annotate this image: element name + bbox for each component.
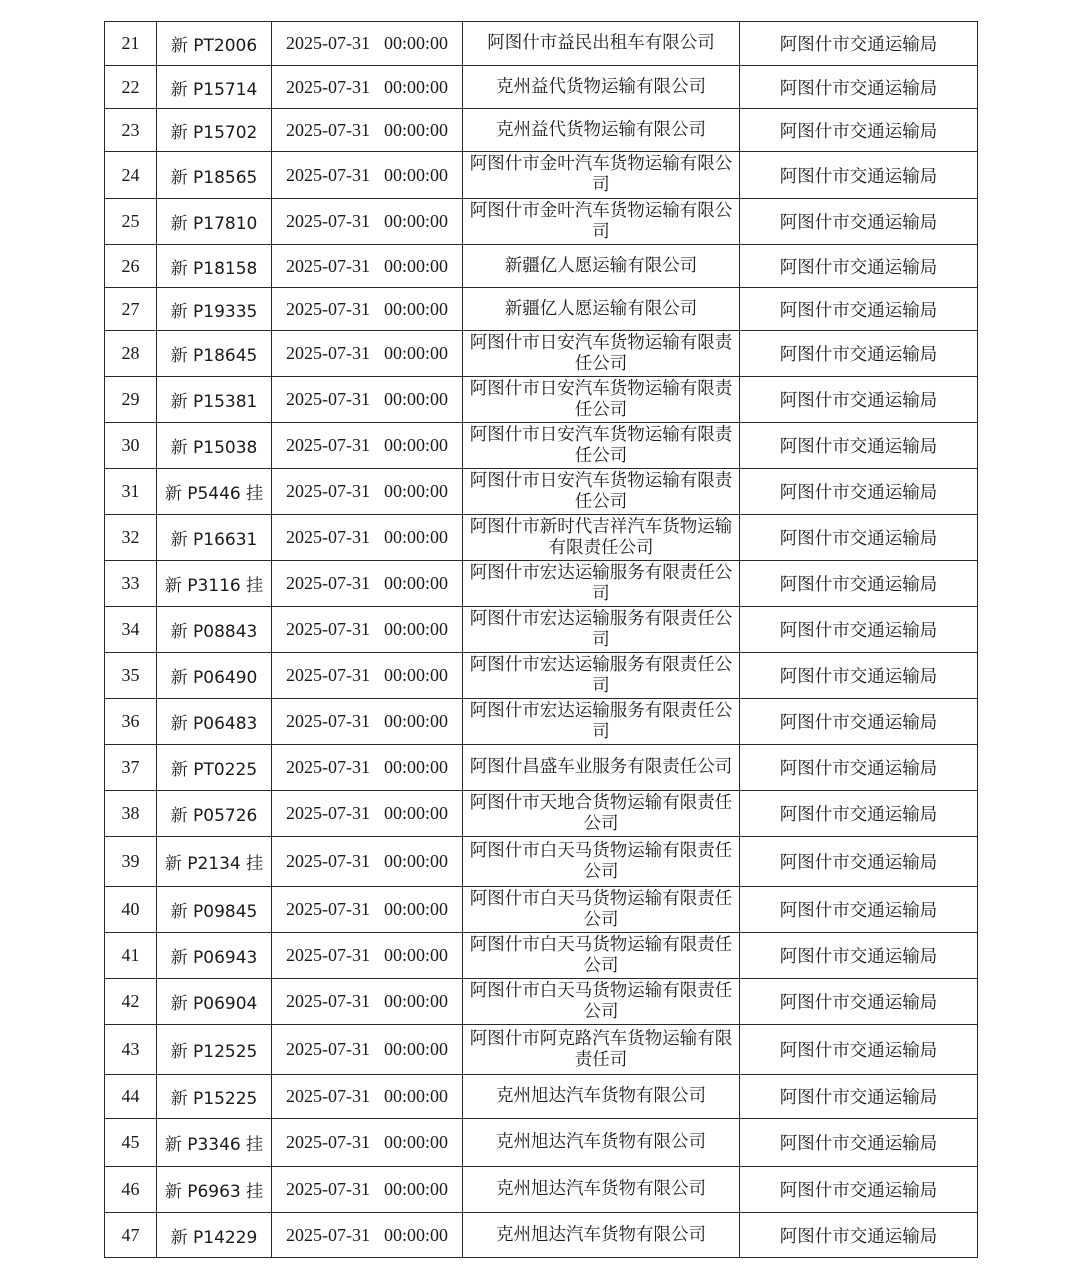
authority-cell: 阿图什市交通运输局: [740, 887, 978, 933]
date-text: 2025-07-31: [285, 527, 370, 547]
plate-number-cell: 新 P09845: [157, 887, 272, 933]
plate-number-cell: 新 P18158: [157, 245, 272, 288]
row-number-cell: 29: [105, 377, 157, 423]
date-text: 2025-07-31: [285, 1132, 370, 1152]
authority-cell: 阿图什市交通运输局: [740, 331, 978, 377]
date-text: 2025-07-31: [285, 164, 370, 185]
date-text: 2025-07-31: [285, 255, 370, 276]
table-row: [105, 933, 978, 979]
date-text: 2025-07-31: [285, 945, 370, 965]
time-text: 00:00:00: [383, 1224, 448, 1245]
authority-cell: 阿图什市交通运输局: [740, 469, 978, 515]
date-text: 2025-07-31: [285, 711, 370, 731]
plate-number-cell: 新 P18645: [157, 331, 272, 377]
row-number-cell: 25: [105, 199, 157, 245]
date-text: 2025-07-31: [285, 76, 370, 97]
datetime-cell: [272, 109, 463, 152]
table-row: [105, 699, 978, 745]
time-text: 00:00:00: [383, 665, 448, 685]
table-row: [105, 1025, 978, 1075]
company-cell: 克州旭达汽车货物有限公司: [463, 1213, 740, 1258]
time-text: 00:00:00: [383, 757, 448, 777]
time-text: 00:00:00: [383, 851, 448, 871]
authority-cell: 阿图什市交通运输局: [740, 288, 978, 331]
time-text: 00:00:00: [383, 711, 448, 731]
authority-cell: 阿图什市交通运输局: [740, 377, 978, 423]
plate-number-cell: 新 P14229: [157, 1213, 272, 1258]
datetime-cell: [272, 423, 463, 469]
datetime-cell: [272, 837, 463, 887]
plate-number-cell: 新 P15702: [157, 109, 272, 152]
time-text: 00:00:00: [383, 76, 448, 97]
datetime-cell: [272, 469, 463, 515]
table-row: [105, 1119, 978, 1167]
datetime-cell: [272, 699, 463, 745]
plate-number-cell: 新 PT0225: [157, 745, 272, 791]
company-cell: 阿图什昌盛车业服务有限责任公司: [463, 745, 740, 791]
row-number-cell: 24: [105, 152, 157, 199]
date-text: 2025-07-31: [285, 899, 370, 919]
date-text: 2025-07-31: [285, 1179, 370, 1199]
company-cell: 阿图什市金叶汽车货物运输有限公司: [463, 199, 740, 245]
company-cell: 阿图什市日安汽车货物运输有限责任公司: [463, 377, 740, 423]
authority-cell: 阿图什市交通运输局: [740, 837, 978, 887]
time-text: 00:00:00: [383, 1086, 448, 1106]
table-row: [105, 109, 978, 152]
date-text: 2025-07-31: [285, 851, 370, 871]
plate-number-cell: 新 P15381: [157, 377, 272, 423]
row-number-cell: 37: [105, 745, 157, 791]
datetime-cell: [272, 933, 463, 979]
time-text: 00:00:00: [383, 899, 448, 919]
time-text: 00:00:00: [383, 211, 448, 231]
authority-cell: 阿图什市交通运输局: [740, 22, 978, 66]
company-cell: 阿图什市白天马货物运输有限责任公司: [463, 979, 740, 1025]
date-text: 2025-07-31: [285, 389, 370, 409]
company-cell: 阿图什市白天马货物运输有限责任公司: [463, 837, 740, 887]
plate-number-cell: 新 P15038: [157, 423, 272, 469]
row-number-cell: 34: [105, 607, 157, 653]
time-text: 00:00:00: [383, 343, 448, 363]
row-number-cell: 36: [105, 699, 157, 745]
table-row: [105, 22, 978, 66]
row-number-cell: 31: [105, 469, 157, 515]
plate-number-cell: 新 P6963 挂: [157, 1167, 272, 1213]
plate-number-cell: 新 P12525: [157, 1025, 272, 1075]
company-cell: 克州旭达汽车货物有限公司: [463, 1167, 740, 1213]
date-text: 2025-07-31: [285, 1224, 370, 1245]
datetime-cell: [272, 515, 463, 561]
plate-number-cell: 新 P08843: [157, 607, 272, 653]
time-text: 00:00:00: [383, 119, 448, 140]
plate-number-cell: 新 P2134 挂: [157, 837, 272, 887]
authority-cell: 阿图什市交通运输局: [740, 423, 978, 469]
row-number-cell: 33: [105, 561, 157, 607]
time-text: 00:00:00: [383, 33, 448, 53]
time-text: 00:00:00: [383, 527, 448, 547]
row-number-cell: 41: [105, 933, 157, 979]
table-row: [105, 979, 978, 1025]
time-text: 00:00:00: [383, 481, 448, 501]
time-text: 00:00:00: [383, 1039, 448, 1059]
datetime-cell: [272, 1119, 463, 1167]
plate-number-cell: 新 P06904: [157, 979, 272, 1025]
company-cell: 阿图什市天地合货物运输有限责任公司: [463, 791, 740, 837]
company-cell: 新疆亿人愿运输有限公司: [463, 288, 740, 331]
company-cell: 阿图什市日安汽车货物运输有限责任公司: [463, 469, 740, 515]
datetime-cell: [272, 1075, 463, 1119]
datetime-cell: [272, 745, 463, 791]
company-cell: 阿图什市宏达运输服务有限责任公司: [463, 699, 740, 745]
table-row: [105, 1167, 978, 1213]
datetime-cell: [272, 1167, 463, 1213]
date-text: 2025-07-31: [285, 33, 370, 53]
company-cell: 阿图什市金叶汽车货物运输有限公司: [463, 152, 740, 199]
authority-cell: 阿图什市交通运输局: [740, 1025, 978, 1075]
authority-cell: 阿图什市交通运输局: [740, 1075, 978, 1119]
authority-cell: 阿图什市交通运输局: [740, 933, 978, 979]
datetime-cell: [272, 22, 463, 66]
authority-cell: 阿图什市交通运输局: [740, 1213, 978, 1258]
date-text: 2025-07-31: [285, 757, 370, 777]
plate-number-cell: 新 P06483: [157, 699, 272, 745]
authority-cell: 阿图什市交通运输局: [740, 791, 978, 837]
vehicle-records-table: [104, 21, 978, 1258]
company-cell: 新疆亿人愿运输有限公司: [463, 245, 740, 288]
authority-cell: 阿图什市交通运输局: [740, 515, 978, 561]
plate-number-cell: 新 PT2006: [157, 22, 272, 66]
time-text: 00:00:00: [383, 435, 448, 455]
date-text: 2025-07-31: [285, 298, 370, 319]
plate-number-cell: 新 P15714: [157, 66, 272, 109]
datetime-cell: [272, 288, 463, 331]
datetime-cell: [272, 1025, 463, 1075]
plate-number-cell: 新 P06490: [157, 653, 272, 699]
row-number-cell: 38: [105, 791, 157, 837]
plate-number-cell: 新 P18565: [157, 152, 272, 199]
table-row: [105, 469, 978, 515]
datetime-cell: [272, 653, 463, 699]
datetime-cell: [272, 245, 463, 288]
table-row: [105, 331, 978, 377]
date-text: 2025-07-31: [285, 619, 370, 639]
company-cell: 阿图什市阿克路汽车货物运输有限责任司: [463, 1025, 740, 1075]
time-text: 00:00:00: [383, 389, 448, 409]
row-number-cell: 45: [105, 1119, 157, 1167]
authority-cell: 阿图什市交通运输局: [740, 152, 978, 199]
records-table-body: [105, 22, 978, 1258]
table-row: [105, 199, 978, 245]
date-text: 2025-07-31: [285, 573, 370, 593]
time-text: 00:00:00: [383, 991, 448, 1011]
row-number-cell: 47: [105, 1213, 157, 1258]
time-text: 00:00:00: [383, 255, 448, 276]
date-text: 2025-07-31: [285, 343, 370, 363]
row-number-cell: 46: [105, 1167, 157, 1213]
table-row: [105, 1213, 978, 1258]
datetime-cell: [272, 331, 463, 377]
company-cell: 阿图什市白天马货物运输有限责任公司: [463, 887, 740, 933]
datetime-cell: [272, 377, 463, 423]
table-row: [105, 288, 978, 331]
table-row: [105, 245, 978, 288]
datetime-cell: [272, 152, 463, 199]
datetime-cell: [272, 1213, 463, 1258]
date-text: 2025-07-31: [285, 211, 370, 231]
table-row: [105, 66, 978, 109]
table-row: [105, 653, 978, 699]
table-row: [105, 377, 978, 423]
datetime-cell: [272, 561, 463, 607]
plate-number-cell: 新 P05726: [157, 791, 272, 837]
row-number-cell: 44: [105, 1075, 157, 1119]
authority-cell: 阿图什市交通运输局: [740, 199, 978, 245]
table-row: [105, 561, 978, 607]
time-text: 00:00:00: [383, 803, 448, 823]
plate-number-cell: 新 P06943: [157, 933, 272, 979]
datetime-cell: [272, 887, 463, 933]
table-row: [105, 515, 978, 561]
plate-number-cell: 新 P3116 挂: [157, 561, 272, 607]
table-row: [105, 837, 978, 887]
authority-cell: 阿图什市交通运输局: [740, 699, 978, 745]
authority-cell: 阿图什市交通运输局: [740, 1167, 978, 1213]
datetime-cell: [272, 607, 463, 653]
row-number-cell: 21: [105, 22, 157, 66]
datetime-cell: [272, 791, 463, 837]
company-cell: 阿图什市新时代吉祥汽车货物运输有限责任公司: [463, 515, 740, 561]
time-text: 00:00:00: [383, 1132, 448, 1152]
row-number-cell: 42: [105, 979, 157, 1025]
plate-number-cell: 新 P3346 挂: [157, 1119, 272, 1167]
company-cell: 阿图什市益民出租车有限公司: [463, 22, 740, 66]
company-cell: 阿图什市日安汽车货物运输有限责任公司: [463, 331, 740, 377]
table-row: [105, 791, 978, 837]
row-number-cell: 43: [105, 1025, 157, 1075]
authority-cell: 阿图什市交通运输局: [740, 561, 978, 607]
date-text: 2025-07-31: [285, 803, 370, 823]
time-text: 00:00:00: [383, 945, 448, 965]
table-row: [105, 152, 978, 199]
row-number-cell: 35: [105, 653, 157, 699]
datetime-cell: [272, 199, 463, 245]
plate-number-cell: 新 P15225: [157, 1075, 272, 1119]
company-cell: 阿图什市宏达运输服务有限责任公司: [463, 561, 740, 607]
row-number-cell: 26: [105, 245, 157, 288]
authority-cell: 阿图什市交通运输局: [740, 979, 978, 1025]
authority-cell: 阿图什市交通运输局: [740, 653, 978, 699]
date-text: 2025-07-31: [285, 435, 370, 455]
row-number-cell: 28: [105, 331, 157, 377]
table-row: [105, 423, 978, 469]
row-number-cell: 30: [105, 423, 157, 469]
plate-number-cell: 新 P17810: [157, 199, 272, 245]
table-row: [105, 745, 978, 791]
row-number-cell: 23: [105, 109, 157, 152]
time-text: 00:00:00: [383, 298, 448, 319]
datetime-cell: [272, 66, 463, 109]
company-cell: 克州旭达汽车货物有限公司: [463, 1075, 740, 1119]
time-text: 00:00:00: [383, 573, 448, 593]
time-text: 00:00:00: [383, 619, 448, 639]
company-cell: 阿图什市白天马货物运输有限责任公司: [463, 933, 740, 979]
company-cell: 克州益代货物运输有限公司: [463, 66, 740, 109]
table-row: [105, 607, 978, 653]
date-text: 2025-07-31: [285, 1086, 370, 1106]
plate-number-cell: 新 P5446 挂: [157, 469, 272, 515]
row-number-cell: 22: [105, 66, 157, 109]
authority-cell: 阿图什市交通运输局: [740, 245, 978, 288]
date-text: 2025-07-31: [285, 991, 370, 1011]
row-number-cell: 39: [105, 837, 157, 887]
table-row: [105, 1075, 978, 1119]
table-row: [105, 887, 978, 933]
time-text: 00:00:00: [383, 1179, 448, 1199]
authority-cell: 阿图什市交通运输局: [740, 1119, 978, 1167]
plate-number-cell: 新 P16631: [157, 515, 272, 561]
company-cell: 阿图什市宏达运输服务有限责任公司: [463, 607, 740, 653]
authority-cell: 阿图什市交通运输局: [740, 607, 978, 653]
row-number-cell: 32: [105, 515, 157, 561]
company-cell: 阿图什市宏达运输服务有限责任公司: [463, 653, 740, 699]
authority-cell: 阿图什市交通运输局: [740, 109, 978, 152]
datetime-cell: [272, 979, 463, 1025]
authority-cell: 阿图什市交通运输局: [740, 66, 978, 109]
authority-cell: 阿图什市交通运输局: [740, 745, 978, 791]
company-cell: 克州益代货物运输有限公司: [463, 109, 740, 152]
plate-number-cell: 新 P19335: [157, 288, 272, 331]
row-number-cell: 40: [105, 887, 157, 933]
date-text: 2025-07-31: [285, 665, 370, 685]
company-cell: 克州旭达汽车货物有限公司: [463, 1119, 740, 1167]
date-text: 2025-07-31: [285, 119, 370, 140]
time-text: 00:00:00: [383, 164, 448, 185]
company-cell: 阿图什市日安汽车货物运输有限责任公司: [463, 423, 740, 469]
date-text: 2025-07-31: [285, 1039, 370, 1059]
row-number-cell: 27: [105, 288, 157, 331]
date-text: 2025-07-31: [285, 481, 370, 501]
